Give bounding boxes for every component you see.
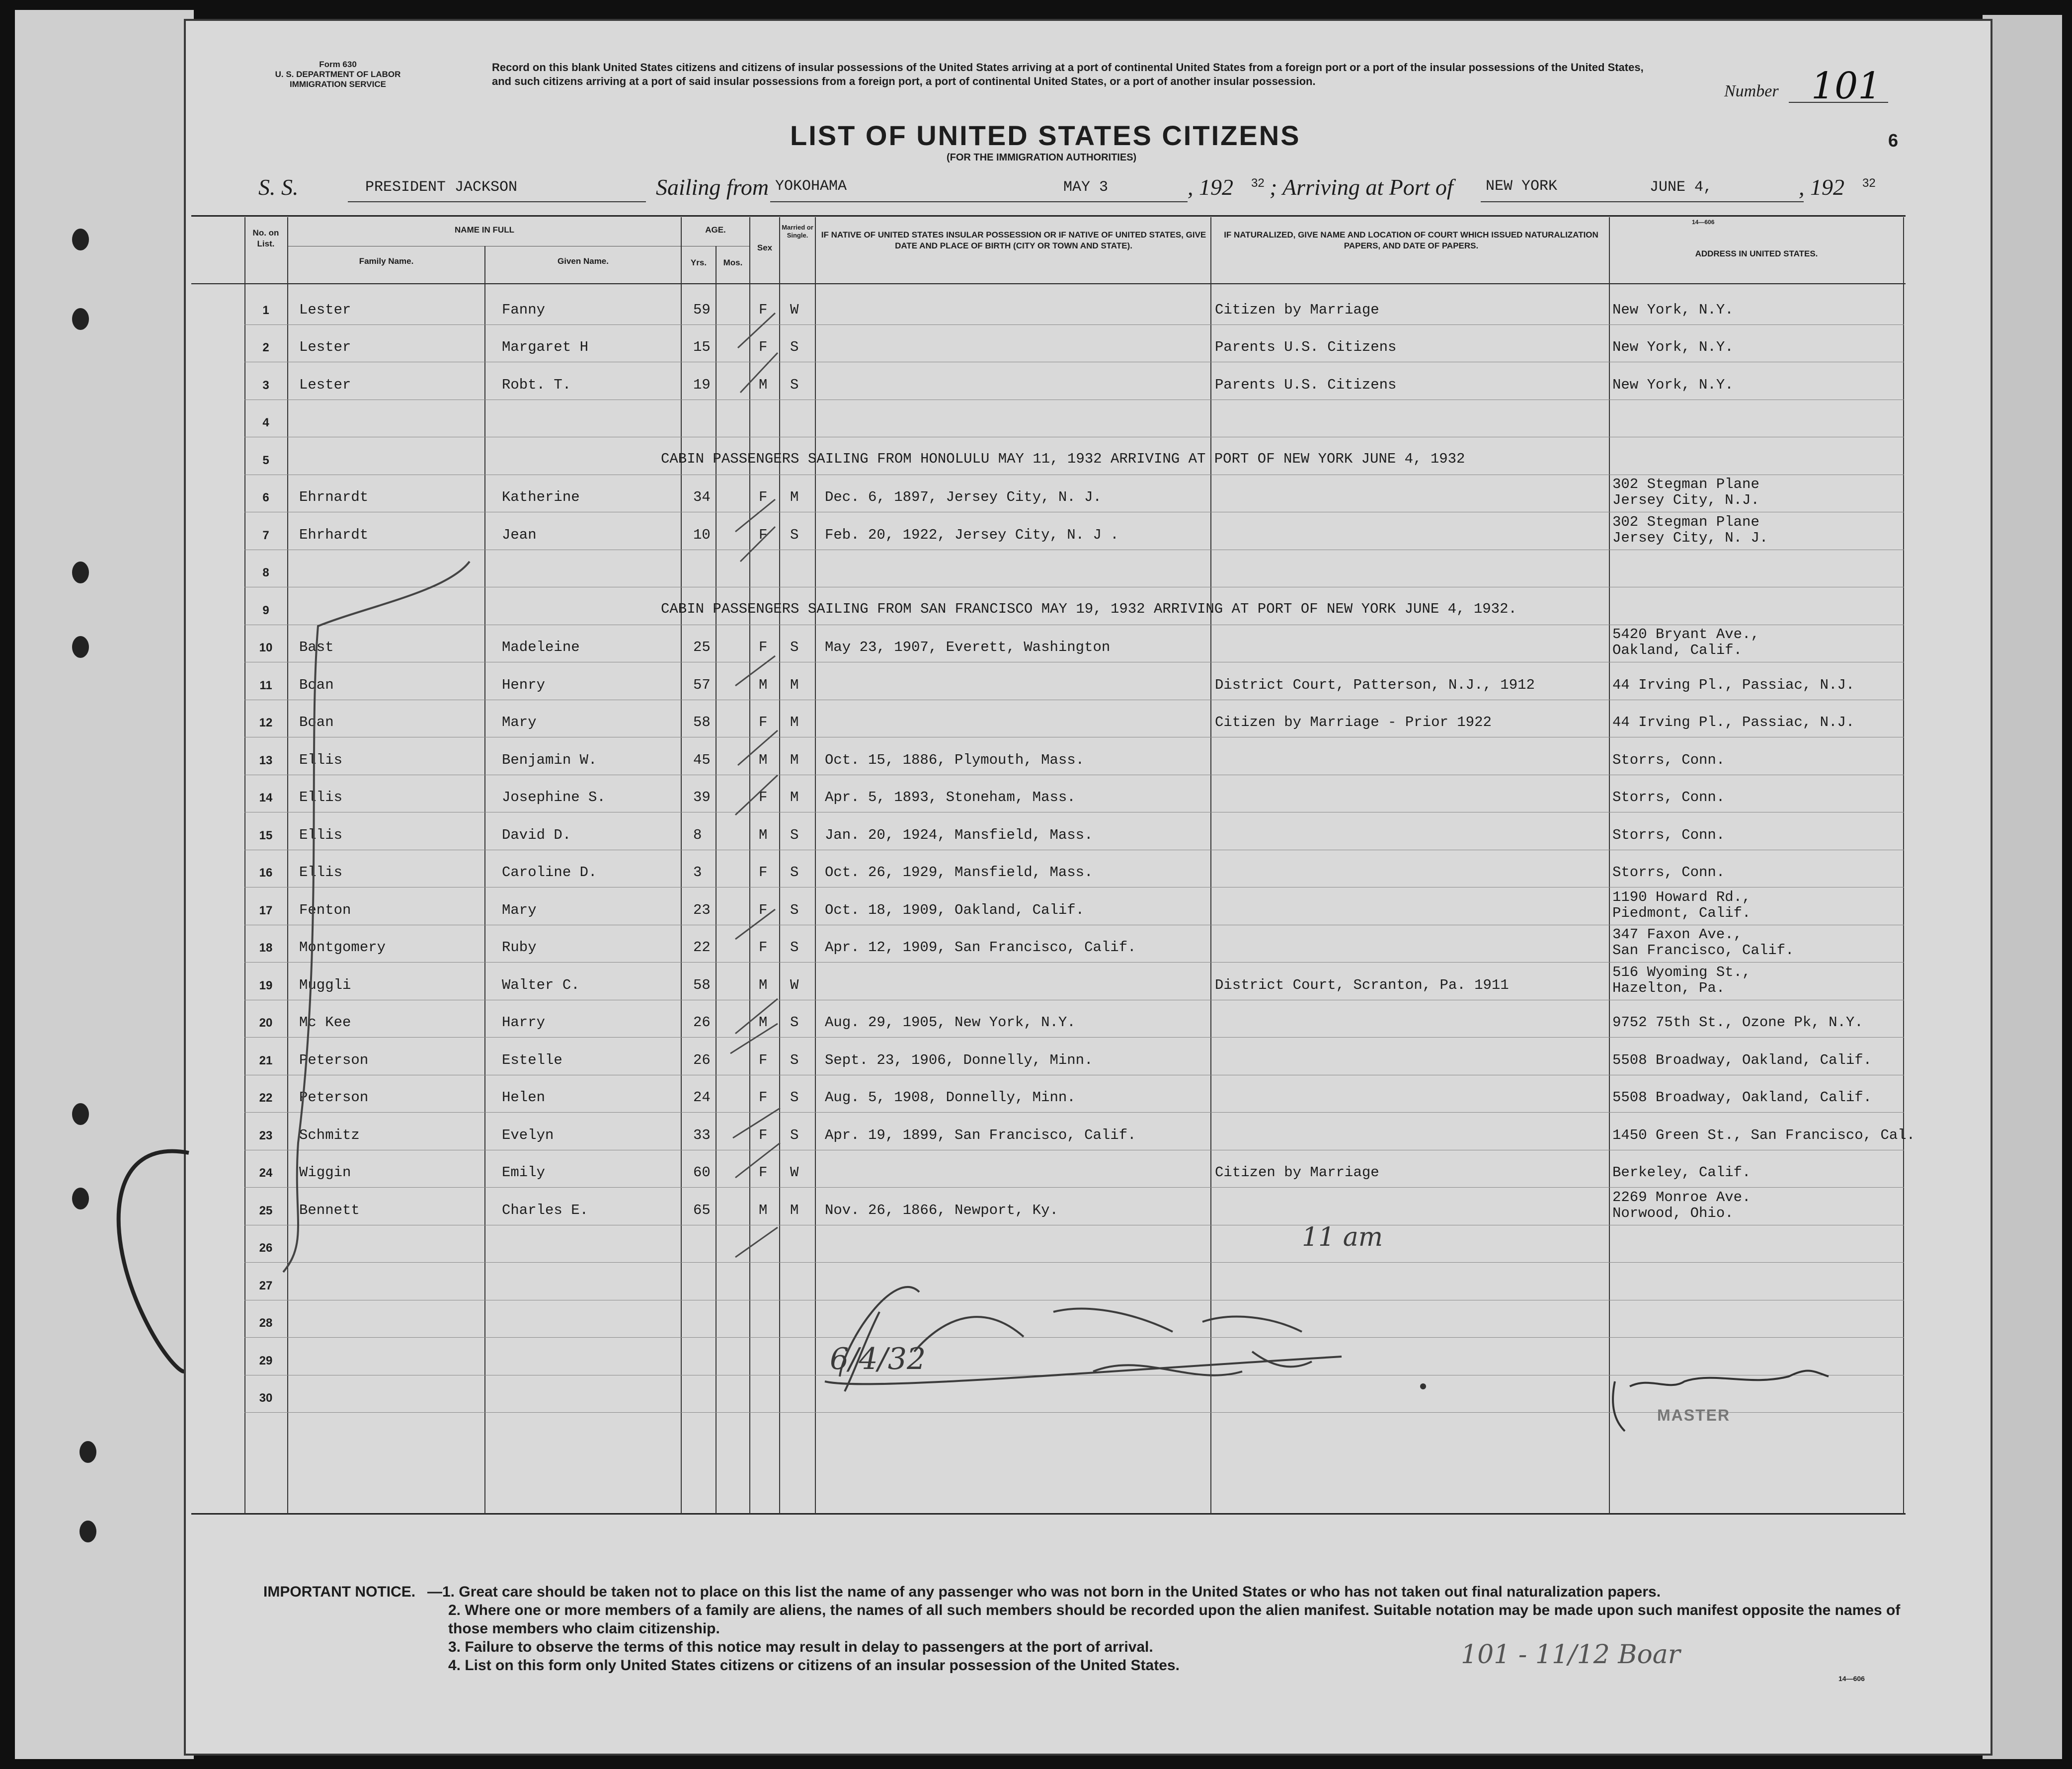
sex: M	[759, 752, 768, 768]
age-years: 8	[693, 827, 702, 843]
address-line-1: 302 Stegman Plane	[1612, 514, 1759, 530]
marital-status: S	[790, 639, 799, 655]
given-name: Josephine S.	[502, 789, 606, 805]
bottom-handwritten-note: 101 - 11/12 Boar	[1461, 1640, 1680, 1670]
address: 44 Irving Pl., Passiac, N.J.	[1612, 677, 1855, 693]
birth-info: Oct. 18, 1909, Oakland, Calif.	[825, 902, 1085, 918]
marital-status: S	[790, 527, 799, 543]
row-number: 22	[259, 1091, 273, 1105]
family-name: Bennett	[299, 1202, 360, 1218]
sex: F	[759, 527, 768, 543]
inspector-initials	[1093, 1352, 1312, 1375]
marital-status: S	[790, 864, 799, 881]
number-label: Number	[1724, 82, 1779, 100]
marital-status: S	[790, 1127, 799, 1143]
address: 9752 75th St., Ozone Pk, N.Y.	[1612, 1014, 1863, 1031]
row-number: 26	[259, 1241, 273, 1255]
sex: M	[759, 1014, 768, 1031]
sex: F	[759, 1127, 768, 1143]
page-title: LIST OF UNITED STATES CITIZENS	[790, 120, 1301, 151]
given-name: Katherine	[502, 489, 580, 505]
row-number: 17	[259, 904, 273, 917]
birth-info: Oct. 26, 1929, Mansfield, Mass.	[825, 864, 1093, 881]
age-years: 19	[693, 377, 711, 393]
naturalization-info: Parents U.S. Citizens	[1215, 377, 1397, 393]
ss-label: S. S.	[258, 174, 299, 200]
marital-status: S	[790, 1014, 799, 1031]
row-number: 5	[262, 454, 269, 467]
birth-info: Aug. 5, 1908, Donnelly, Minn.	[825, 1089, 1076, 1106]
row-number: 7	[262, 529, 269, 542]
given-name: David D.	[502, 827, 571, 843]
row-number: 9	[262, 604, 269, 617]
col-address: ADDRESS IN UNITED STATES.	[1695, 249, 1818, 258]
address-line-1: 2269 Monroe Ave.	[1612, 1189, 1751, 1206]
col-naturalized: IF NATURALIZED, GIVE NAME AND LOCATION OF COURT WHICH ISSUED NATURALIZATION PAPERS, AND DATE OF PAPERS.	[1224, 230, 1598, 250]
age-years: 59	[693, 302, 711, 318]
given-name: Robt. T.	[502, 377, 571, 393]
naturalization-info: Citizen by Marriage - Prior 1922	[1215, 714, 1492, 730]
marital-status: M	[790, 1202, 799, 1218]
family-name: Fenton	[299, 902, 351, 918]
col-no: No. on List.	[252, 228, 279, 248]
row-number: 18	[259, 941, 273, 955]
family-name: Lester	[299, 302, 351, 318]
row-number: 27	[259, 1279, 273, 1292]
family-name: Mc Kee	[299, 1014, 351, 1031]
notice-item: 2. Where one or more members of a family are aliens, the names of all such members should be recorded upon the alien manifest. Suitable notation may be made upon such manifest opposite the names of those members who claim citizenship.	[448, 1602, 1901, 1637]
row-number: 2	[262, 341, 269, 354]
col-age: AGE.	[705, 225, 726, 235]
marital-status: S	[790, 339, 799, 355]
row-number: 21	[259, 1054, 273, 1067]
address-line-2: Jersey City, N.J.	[1612, 492, 1759, 508]
age-years: 22	[693, 939, 711, 956]
marital-status: S	[790, 1089, 799, 1106]
row-number: 28	[259, 1316, 273, 1330]
address-line-2: Norwood, Ohio.	[1612, 1205, 1734, 1221]
service-name: IMMIGRATION SERVICE	[290, 80, 386, 89]
birth-info: Apr. 12, 1909, San Francisco, Calif.	[825, 939, 1136, 956]
birth-info: Apr. 19, 1899, San Francisco, Calif.	[825, 1127, 1136, 1143]
age-years: 65	[693, 1202, 711, 1218]
age-years: 34	[693, 489, 711, 505]
row-number: 14	[259, 791, 273, 804]
given-name: Emily	[502, 1164, 546, 1181]
family-name: Ellis	[299, 752, 343, 768]
from-port: YOKOHAMA	[775, 178, 847, 195]
family-name: Lester	[299, 339, 351, 355]
row-number: 20	[259, 1016, 273, 1030]
address: 1450 Green St., San Francisco, Cal.	[1612, 1127, 1915, 1143]
row-number: 3	[262, 379, 269, 392]
row-number: 10	[259, 641, 273, 654]
arrive-date: JUNE 4,	[1650, 179, 1713, 196]
address-line-1: 516 Wyoming St.,	[1612, 964, 1751, 980]
marital-status: M	[790, 489, 799, 505]
marital-status: M	[790, 714, 799, 730]
birth-info: Sept. 23, 1906, Donnelly, Minn.	[825, 1052, 1093, 1068]
sail-date: MAY 3	[1063, 179, 1109, 196]
address: Storrs, Conn.	[1612, 752, 1725, 768]
age-years: 25	[693, 639, 711, 655]
age-years: 10	[693, 527, 711, 543]
family-name: Boan	[299, 677, 334, 693]
address-line-1: 5420 Bryant Ave.,	[1612, 626, 1759, 643]
sex: F	[759, 939, 768, 956]
address-line-2: Jersey City, N. J.	[1612, 530, 1768, 546]
address: Storrs, Conn.	[1612, 789, 1725, 805]
marital-status: S	[790, 1052, 799, 1068]
birth-info: May 23, 1907, Everett, Washington	[825, 639, 1111, 655]
sex: M	[759, 977, 768, 993]
sex: M	[759, 377, 768, 393]
address: Storrs, Conn.	[1612, 864, 1725, 881]
address: 5508 Broadway, Oakland, Calif.	[1612, 1052, 1872, 1068]
inspector-date: 6/4/32	[830, 1342, 926, 1376]
col-sex: Sex	[757, 243, 773, 252]
sex: F	[759, 639, 768, 655]
sex: M	[759, 1202, 768, 1218]
row-number: 25	[259, 1204, 273, 1217]
birth-info: Dec. 6, 1897, Jersey City, N. J.	[825, 489, 1102, 505]
col-family: Family Name.	[359, 256, 414, 266]
col-given: Given Name.	[558, 256, 609, 266]
row-number: 23	[259, 1129, 273, 1142]
sail-year-suffix: 32	[1251, 176, 1265, 190]
address-line-1: 347 Faxon Ave.,	[1612, 926, 1743, 943]
bottom-code: 14—606	[1838, 1675, 1865, 1683]
corner-mark: 6	[1888, 130, 1899, 151]
row-number: 16	[259, 866, 273, 880]
family-name: Muggli	[299, 977, 351, 993]
family-name: Bast	[299, 639, 334, 655]
sex: F	[759, 302, 768, 318]
age-years: 26	[693, 1014, 711, 1031]
ink-dot	[1420, 1383, 1426, 1389]
given-name: Charles E.	[502, 1202, 589, 1218]
form-instructions: Record on this blank United States citizens and citizens of insular possessions of the United States arriving at a port of continental United States from a foreign port or a port of the insular possessions of the United States, and such citizens arriving at a port of said insular possessions from a foreign port, a port of continental United States, or a port of another insular possession.	[492, 61, 1644, 87]
row-number: 30	[259, 1391, 273, 1405]
sex: F	[759, 339, 768, 355]
sex: F	[759, 1164, 768, 1181]
given-name: Jean	[502, 527, 537, 543]
given-name: Mary	[502, 714, 537, 730]
row-number: 4	[262, 416, 269, 429]
sex: F	[759, 902, 768, 918]
address-line-1: 1190 Howard Rd.,	[1612, 889, 1751, 905]
row-number: 11	[259, 679, 272, 692]
given-name: Estelle	[502, 1052, 562, 1068]
col-married-single: Married or Single.	[782, 224, 813, 239]
birth-info: Apr. 5, 1893, Stoneham, Mass.	[825, 789, 1076, 805]
family-name: Lester	[299, 377, 351, 393]
marital-status: W	[790, 977, 799, 993]
row-number: 6	[262, 491, 269, 504]
check-marks	[730, 313, 780, 1257]
age-years: 58	[693, 714, 711, 730]
address-line-2: San Francisco, Calif.	[1612, 942, 1794, 959]
address: 5508 Broadway, Oakland, Calif.	[1612, 1089, 1872, 1106]
sex: F	[759, 489, 768, 505]
notice-item: 4. List on this form only United States citizens or citizens of an insular possession of the United States.	[448, 1657, 1180, 1674]
ship-name: PRESIDENT JACKSON	[365, 179, 518, 196]
marital-status: S	[790, 377, 799, 393]
marital-status: W	[790, 302, 799, 318]
given-name: Harry	[502, 1014, 546, 1031]
address: New York, N.Y.	[1612, 339, 1734, 355]
age-years: 57	[693, 677, 711, 693]
sailing-label: Sailing from	[656, 174, 769, 200]
address: Storrs, Conn.	[1612, 827, 1725, 843]
row-number: 1	[262, 304, 269, 317]
age-years: 24	[693, 1089, 711, 1106]
given-name: Fanny	[502, 302, 546, 318]
family-name: Peterson	[299, 1052, 369, 1068]
birth-info: Oct. 15, 1886, Plymouth, Mass.	[825, 752, 1085, 768]
bracket-line	[283, 562, 470, 1272]
address: Berkeley, Calif.	[1612, 1164, 1751, 1181]
notice-item: 3. Failure to observe the terms of this notice may result in delay to passengers at the port of arrival.	[448, 1639, 1153, 1655]
given-name: Henry	[502, 677, 546, 693]
department: U. S. DEPARTMENT OF LABOR	[275, 70, 401, 79]
sex: F	[759, 714, 768, 730]
printer-mark: 14—606	[1692, 219, 1715, 226]
address-line-2: Piedmont, Calif.	[1612, 905, 1751, 921]
circle-mark	[119, 1151, 189, 1371]
marital-status: M	[790, 752, 799, 768]
naturalization-info: Citizen by Marriage	[1215, 302, 1379, 318]
tally-check-mark	[730, 313, 780, 1257]
birth-info: Jan. 20, 1924, Mansfield, Mass.	[825, 827, 1093, 843]
family-name: Boan	[299, 714, 334, 730]
arrive-year-prefix: , 192	[1799, 174, 1844, 200]
section-note: CABIN PASSENGERS SAILING FROM HONOLULU MAY 11, 1932 ARRIVING AT PORT OF NEW YORK JUNE 4, 1932	[661, 451, 1465, 467]
sex: M	[759, 677, 768, 693]
naturalization-info: Parents U.S. Citizens	[1215, 339, 1397, 355]
row-number: 12	[259, 716, 273, 729]
address-line-1: 302 Stegman Plane	[1612, 476, 1759, 492]
page-subtitle: (FOR THE IMMIGRATION AUTHORITIES)	[947, 152, 1137, 163]
col-yrs: Yrs.	[690, 258, 707, 267]
given-name: Madeleine	[502, 639, 580, 655]
given-name: Benjamin W.	[502, 752, 597, 768]
age-years: 60	[693, 1164, 711, 1181]
to-port: NEW YORK	[1486, 178, 1558, 195]
age-years: 33	[693, 1127, 711, 1143]
birth-info: Nov. 26, 1866, Newport, Ky.	[825, 1202, 1058, 1218]
age-years: 3	[693, 864, 702, 881]
given-name: Helen	[502, 1089, 546, 1106]
row-number: 29	[259, 1354, 273, 1367]
col-name-in-full: NAME IN FULL	[455, 225, 514, 235]
naturalization-info: District Court, Patterson, N.J., 1912	[1215, 677, 1535, 693]
marital-status: M	[790, 789, 799, 805]
marital-status: W	[790, 1164, 799, 1181]
given-name: Mary	[502, 902, 537, 918]
marital-status: S	[790, 939, 799, 956]
sail-year-prefix: , 192	[1188, 174, 1233, 200]
marital-status: S	[790, 827, 799, 843]
address: New York, N.Y.	[1612, 377, 1734, 393]
given-name: Evelyn	[502, 1127, 554, 1143]
sex: F	[759, 864, 768, 881]
row-number: 19	[259, 979, 273, 992]
given-name: Ruby	[502, 939, 537, 956]
row-number: 24	[259, 1166, 273, 1180]
arriving-label: ; Arriving at Port of	[1270, 174, 1453, 200]
list-number: 101	[1811, 65, 1882, 107]
address-line-2: Hazelton, Pa.	[1612, 980, 1725, 996]
row-number: 8	[262, 566, 269, 579]
birth-info: Aug. 29, 1905, New York, N.Y.	[825, 1014, 1076, 1031]
row-number: 13	[259, 754, 273, 767]
arrive-year-suffix: 32	[1862, 176, 1876, 190]
naturalization-info: Citizen by Marriage	[1215, 1164, 1379, 1181]
address: 44 Irving Pl., Passiac, N.J.	[1612, 714, 1855, 730]
notice-item: —1. Great care should be taken not to place on this list the name of any passenger who was not born in the United States or who has not taken out final naturalization papers.	[427, 1584, 1661, 1600]
row-number: 15	[259, 829, 273, 842]
given-name: Margaret H	[502, 339, 589, 355]
sex: F	[759, 1052, 768, 1068]
handwritten-time: 11 am	[1302, 1222, 1383, 1252]
birth-info: Feb. 20, 1922, Jersey City, N. J .	[825, 527, 1119, 543]
age-years: 23	[693, 902, 711, 918]
given-name: Walter C.	[502, 977, 580, 993]
naturalization-info: District Court, Scranton, Pa. 1911	[1215, 977, 1509, 993]
family-name: Peterson	[299, 1089, 369, 1106]
family-name: Ellis	[299, 827, 343, 843]
form-number: Form 630	[319, 60, 357, 69]
notice-body	[427, 1583, 1913, 1675]
master-label: MASTER	[1657, 1406, 1731, 1424]
marital-status: M	[790, 677, 799, 693]
col-birth: IF NATIVE OF UNITED STATES INSULAR POSSESSION OR IF NATIVE OF UNITED STATES, GIVE DATE AND PLACE OF BIRTH (CITY OR TOWN AND STATE).	[821, 230, 1206, 250]
age-years: 45	[693, 752, 711, 768]
family-name: Ellis	[299, 789, 343, 805]
sex: M	[759, 827, 768, 843]
family-name: Ehrhardt	[299, 527, 369, 543]
family-name: Wiggin	[299, 1164, 351, 1181]
given-name: Caroline D.	[502, 864, 597, 881]
marital-status: S	[790, 902, 799, 918]
age-years: 15	[693, 339, 711, 355]
address-line-2: Oakland, Calif.	[1612, 642, 1743, 658]
age-years: 58	[693, 977, 711, 993]
col-mos: Mos.	[723, 258, 743, 267]
address: New York, N.Y.	[1612, 302, 1734, 318]
notice-heading: IMPORTANT NOTICE.	[263, 1584, 416, 1600]
sex: F	[759, 1089, 768, 1106]
age-years: 26	[693, 1052, 711, 1068]
family-name: Montgomery	[299, 939, 386, 956]
family-name: Schmitz	[299, 1127, 360, 1143]
family-name: Ehrnardt	[299, 489, 369, 505]
sex: F	[759, 789, 768, 805]
section-note: CABIN PASSENGERS SAILING FROM SAN FRANCISCO MAY 19, 1932 ARRIVING AT PORT OF NEW YORK JUNE 4, 1932.	[661, 601, 1517, 617]
age-years: 39	[693, 789, 711, 805]
family-name: Ellis	[299, 864, 343, 881]
